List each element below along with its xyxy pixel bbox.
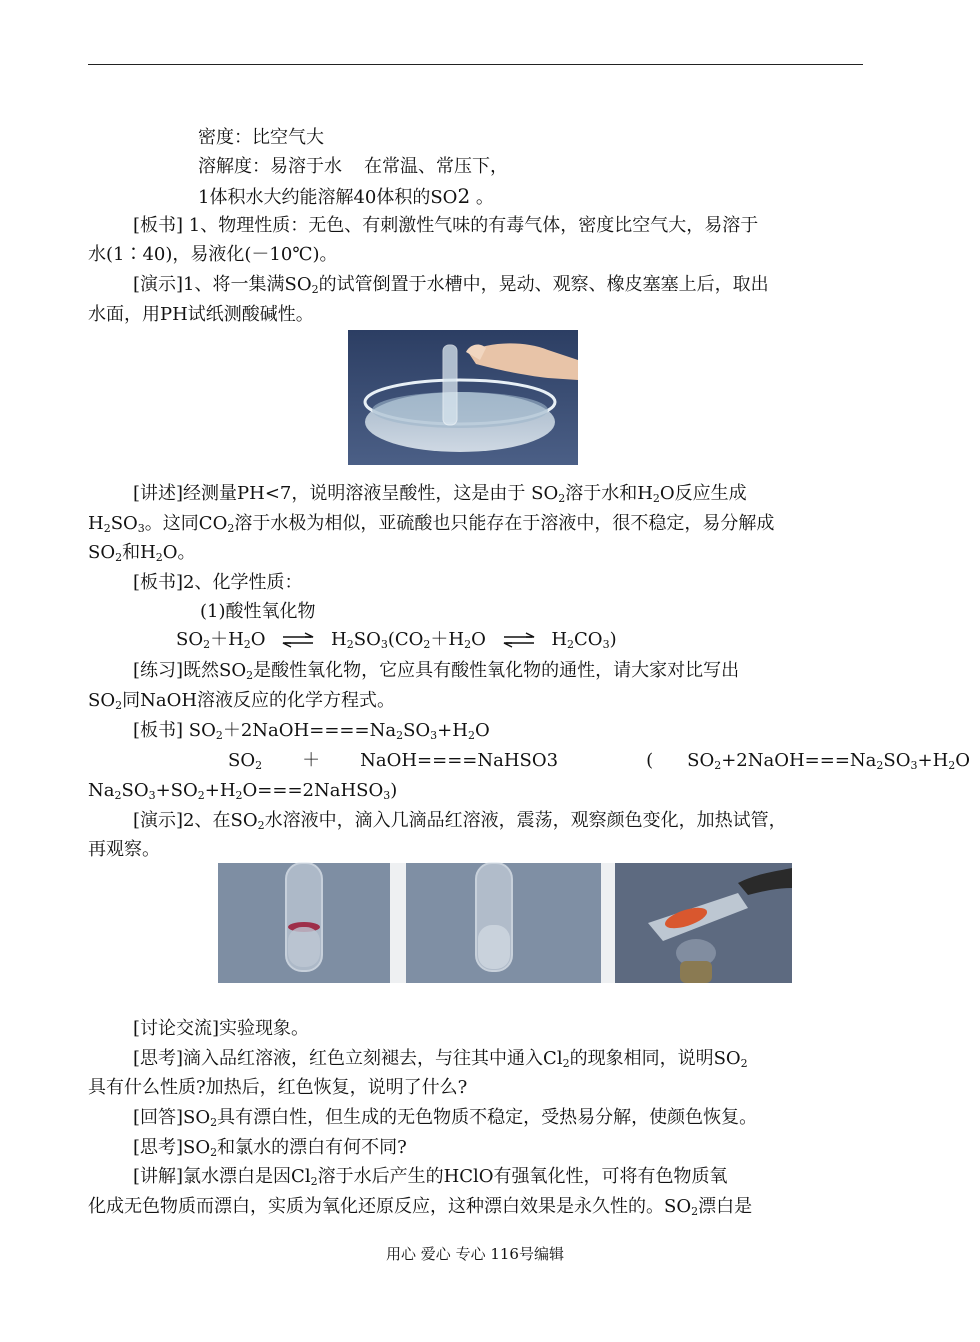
text-line: [演示]1、将一集满$SO_2$的试管倒置于水槽中，晃动、观察、橡皮塞塞上后，取出 (133, 274, 769, 296)
equation-line: $SO_2+H_2O$ $H_2SO_3(CO_2+H_2O$ $H_2CO_3$) (176, 629, 617, 651)
text-line: $H_2SO_3$。这同$CO_2$溶于水极为相似，亚硫酸也只能存在于溶液中，很不稳定，易分解成 (88, 513, 775, 535)
equation-line: $Na_2SO_3+SO_2+H_2O===2NaHSO_3$) (88, 780, 398, 802)
equilibrium-arrow-icon (502, 633, 536, 647)
equilibrium-arrow-icon (281, 633, 315, 647)
text-line: 具有什么性质?加热后，红色恢复，说明了什么? (88, 1077, 468, 1098)
text-line: [练习]既然$SO_2$是酸性氧化物，它应具有酸性氧化物的通性，请大家对比写出 (133, 660, 740, 682)
text-line: 1体积水大约能溶解40体积的SO2 。 (198, 184, 494, 208)
equation-line: [板书] $SO_2+2NaOH====Na_2SO_3+H_2O$ (133, 720, 490, 742)
text-line: [回答]$SO_2$具有漂白性，但生成的无色物质不稳定，受热易分解，使颜色恢复。 (133, 1107, 758, 1129)
text-line: 密度：比空气大 (198, 127, 324, 148)
demo-photo-water-trough (348, 330, 578, 465)
text-line: (1)酸性氧化物 (200, 601, 316, 622)
text-line: [讲解]氯水漂白是因$Cl_2$溶于水后产生的HClO有强氧化性，可将有色物质氧 (133, 1166, 728, 1188)
text-line: [讲述]经测量PH<7，说明溶液呈酸性，这是由于 $SO_2$溶于水和$H_2O$反应生成 (133, 483, 747, 505)
text-line: [板书]2、化学性质： (133, 572, 303, 593)
text-line: [演示]2、在$SO_2$水溶液中，滴入几滴品红溶液，震荡，观察颜色变化，加热试管， (133, 810, 787, 832)
text-line: [思考]滴入品红溶液，红色立刻褪去，与往其中通入$Cl_2$的现象相同，说明$SO_2$ (133, 1048, 748, 1070)
text-line: 再观察。 (88, 839, 160, 860)
text-line: 水面，用PH试纸测酸碱性。 (88, 304, 314, 325)
text-line: 溶解度：易溶于水 在常温、常压下， (198, 156, 508, 177)
equation-line: $SO_2$ ＋ NaOH====NaHSO3 ( $SO_2+2NaOH===Na_2SO_3+H_2O$ (228, 750, 971, 772)
text-line: [讨论交流]实验现象。 (133, 1018, 310, 1039)
text-line: [思考]$SO_2$和氯水的漂白有何不同? (133, 1137, 407, 1159)
page-footer: 用心 爱心 专心 116号编辑 (386, 1245, 564, 1263)
text-line: $SO_2$和$H_2O$。 (88, 542, 196, 564)
text-line: 化成无色物质而漂白，实质为氧化还原反应，这种漂白效果是永久性的。$SO_2$漂白是 (88, 1196, 753, 1218)
demo-photo-test-tubes (218, 863, 792, 983)
text-line: [板书] 1、物理性质：无色、有刺激性气味的有毒气体，密度比空气大，易溶于 (133, 215, 759, 236)
text-line: $SO_2$同NaOH溶液反应的化学方程式。 (88, 690, 396, 712)
text-line: 水(1∶40)，易液化(－10℃)。 (88, 244, 338, 265)
header-rule (88, 64, 863, 65)
